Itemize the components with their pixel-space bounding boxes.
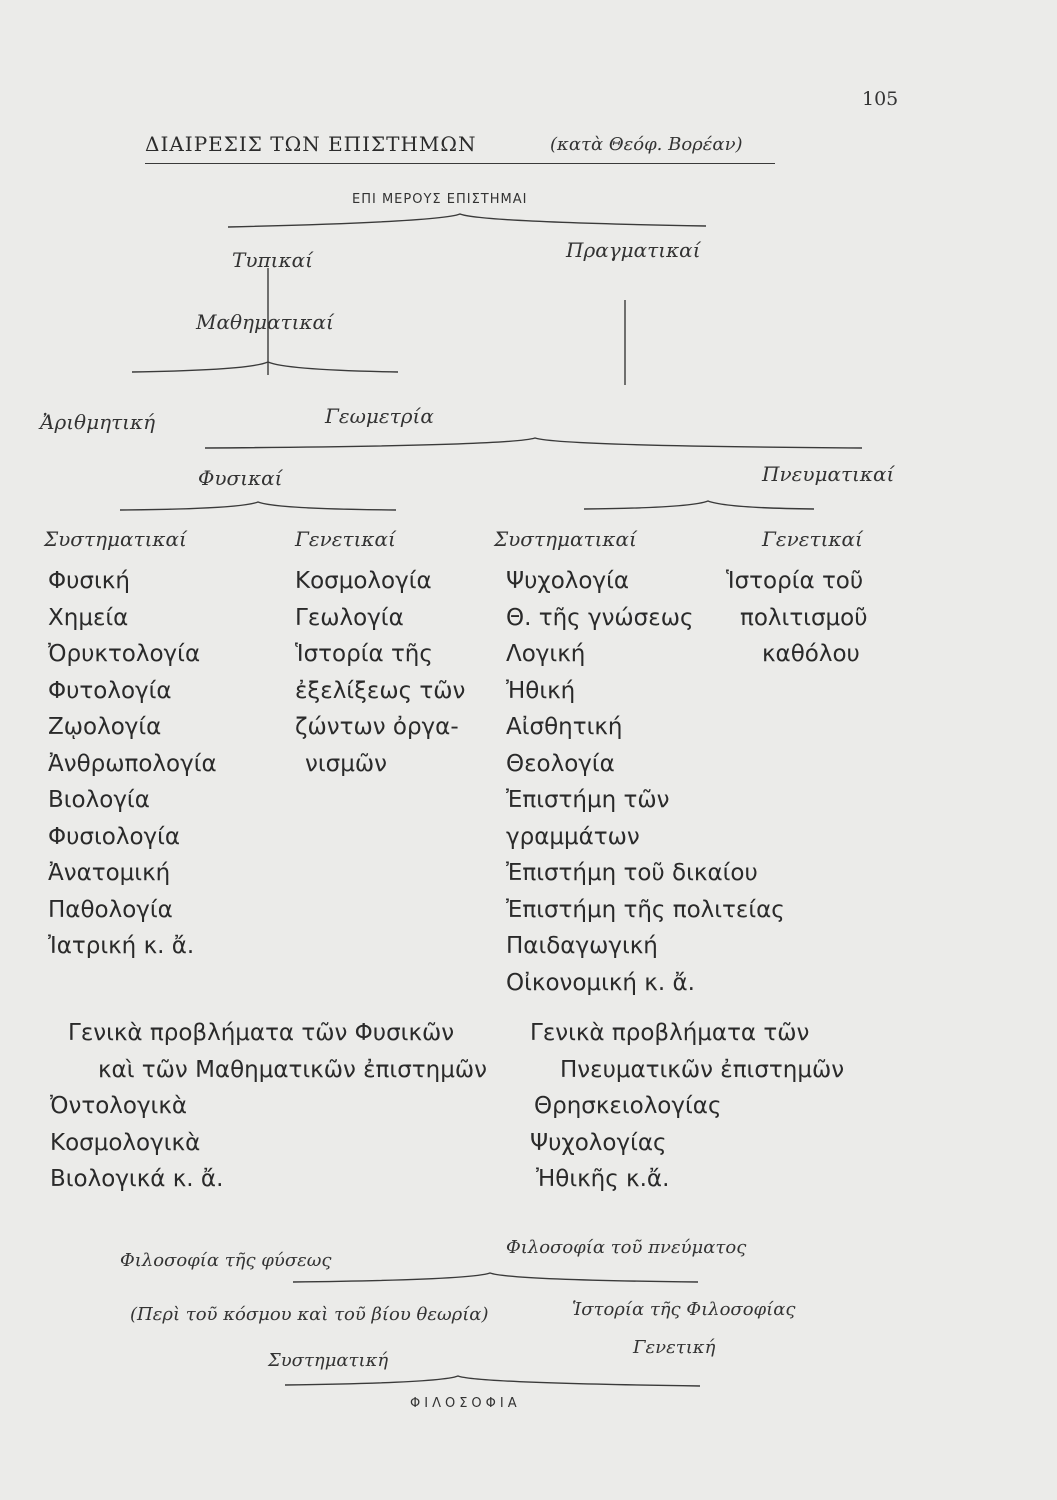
list-item: Φυσιολογία <box>48 823 181 850</box>
bracket-physical-spiritual <box>205 438 862 448</box>
heading-physical-genetic: Γενετικαί <box>295 527 396 551</box>
bracket-philosophy-nature <box>293 1273 698 1282</box>
list-item: Αἰσθητική <box>506 714 623 740</box>
list-item: ἐξελίξεως τῶν <box>295 677 466 704</box>
label-formal: Τυπικαί <box>232 248 313 272</box>
list-item: Πνευματικῶν ἐπιστημῶν <box>560 1056 845 1083</box>
list-item: νισμῶν <box>305 750 387 777</box>
bracket-world-view <box>285 1376 700 1386</box>
list-item: Ψυχολογία <box>506 568 630 594</box>
list-item: Ζῳολογία <box>48 714 162 740</box>
list-item: Ὀρυκτολογία <box>48 641 201 667</box>
list-item: γραμμάτων <box>506 823 640 850</box>
label-history-of-philosophy: Ἱστορία τῆς Φιλοσοφίας <box>572 1299 796 1320</box>
list-item: Γενικὰ προβλήματα τῶν Φυσικῶν <box>68 1020 455 1046</box>
list-item: Ὀντολογικὰ <box>50 1093 188 1119</box>
label-arithmetic: Ἀριθμητική <box>40 410 156 434</box>
heading-spiritual-systematic: Συστηματικαί <box>494 527 637 551</box>
list-item: πολιτισμοῦ <box>740 604 868 631</box>
label-physical: Φυσικαί <box>198 466 283 490</box>
list-item: Χημεία <box>48 604 129 631</box>
list-item: Ἰατρική κ. ἄ. <box>48 933 195 959</box>
list-item: Κοσμολογικὰ <box>50 1129 201 1156</box>
list-item: ζώντων ὀργα- <box>295 714 459 740</box>
list-item: Γεωλογία <box>295 604 404 631</box>
list-item: Ψυχολογίας <box>530 1129 667 1156</box>
heading-spiritual-genetic: Γενετικαί <box>762 527 863 551</box>
list-item: Κοσμολογία <box>295 568 432 594</box>
list-item: Ἠθική <box>506 677 576 704</box>
label-philosophy-of-spirit: Φιλοσοφία τοῦ πνεύματος <box>506 1237 747 1258</box>
list-item: καὶ τῶν Μαθηματικῶν ἐπιστημῶν <box>98 1056 487 1083</box>
label-mathematical: Μαθηματικαί <box>196 310 334 334</box>
label-philosophy-root: ΦΙΛΟΣΟΦΙΑ <box>410 1396 521 1411</box>
list-item: Ἱστορία τοῦ <box>726 568 864 594</box>
label-world-view: (Περὶ τοῦ κόσμου καὶ τοῦ βίου θεωρία) <box>130 1304 489 1325</box>
list-item: Βιολογία <box>48 787 150 813</box>
bracket-mathematical <box>132 362 398 372</box>
bracket-spiritual <box>584 501 814 509</box>
bracket-particular-sciences <box>228 214 706 227</box>
list-item: Ἠθικῆς κ.ἄ. <box>536 1166 670 1192</box>
list-item: Φυτολογία <box>48 677 172 704</box>
bracket-physical <box>120 502 396 510</box>
label-geometry: Γεωμετρία <box>325 404 434 428</box>
list-item: Παθολογία <box>48 896 173 923</box>
list-item: Γενικὰ προβλήματα τῶν <box>530 1020 810 1046</box>
list-item: Ἱστορία τῆς <box>295 641 433 667</box>
page-number: 105 <box>862 88 899 110</box>
list-item: Ἐπιστήμη τοῦ δικαίου <box>506 860 758 886</box>
list-item: Λογική <box>506 641 586 667</box>
label-systematic: Συστηματική <box>268 1350 389 1371</box>
list-item: Θ. τῆς γνώσεως <box>506 604 694 631</box>
label-spiritual: Πνευματικαί <box>762 462 895 486</box>
label-philosophy-of-nature: Φιλοσοφία τῆς φύσεως <box>120 1250 332 1271</box>
title-note: (κατὰ Θεόφ. Βορέαν) <box>550 134 743 155</box>
label-genetic: Γενετική <box>633 1337 716 1358</box>
label-real: Πραγματικαί <box>566 238 701 262</box>
list-item: Θεολογία <box>506 750 615 777</box>
page-title: ΔΙΑΙΡΕΣΙΣ ΤΩΝ ΕΠΙΣΤΗΜΩΝ <box>145 132 477 156</box>
list-item: Παιδαγωγική <box>506 933 658 959</box>
heading-particular-sciences: ΕΠΙ ΜΕΡΟΥΣ ΕΠΙΣΤΗΜΑΙ <box>352 192 528 207</box>
list-item: καθόλου <box>762 641 860 667</box>
list-item: Ἐπιστήμη τῶν <box>506 787 670 813</box>
list-item: Ἀνθρωπολογία <box>48 750 217 777</box>
list-item: Φυσική <box>48 568 130 594</box>
list-item: Ἐπιστήμη τῆς πολιτείας <box>506 896 785 923</box>
list-item: Θρησκειολογίας <box>534 1093 722 1119</box>
list-item: Βιολογικά κ. ἄ. <box>50 1166 224 1192</box>
heading-physical-systematic: Συστηματικαί <box>44 527 187 551</box>
list-item: Οἰκονομική κ. ἄ. <box>506 969 695 996</box>
list-item: Ἀνατομική <box>48 860 171 886</box>
